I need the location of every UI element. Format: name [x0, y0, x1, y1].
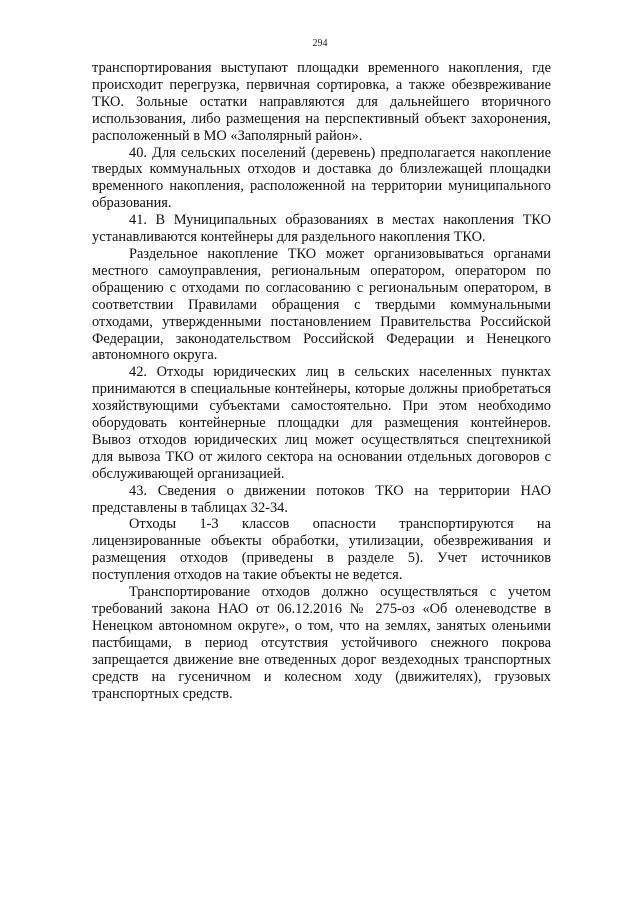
paragraph-item-42: 42. Отходы юридических лиц в сельских населенных пунктах принимаются в специальные контейнеры, которые должны приобретаться хозяйствующими субъектами самостоятельно. При этом необходимо оборудовать контейнерные площадки для размещения контейнеров. Вывоз отходов юридических лиц может осуществляться спецтехникой для вывоза ТКО от жилого сектора на основании отдельных договоров с обслуживающей организацией.: [92, 364, 551, 482]
paragraph-item-41: 41. В Муниципальных образованиях в местах накопления ТКО устанавливаются контейнеры для раздельного накопления ТКО.: [92, 212, 551, 246]
page-number: 294: [312, 38, 328, 49]
paragraph-continuation: транспортирования выступают площадки временного накопления, где происходит перегрузка, первичная сортировка, а также обезвреживание ТКО. Зольные остатки направляются для дальнейшего вторичного использования, либо размещения на перспективный объект захоронения, расположенный в МО «Заполярный район».: [92, 60, 551, 144]
page-body: [92, 60, 551, 702]
paragraph-hazard-classes: Отходы 1-3 классов опасности транспортируются на лицензированные объекты обработки, утилизации, обезвреживания и размещения отходов (приведены в разделе 5). Учет источников поступления отходов на такие объекты не ведется.: [92, 516, 551, 584]
paragraph-transport-requirements: Транспортирование отходов должно осуществляться с учетом требований закона НАО от 06.12.2016 № 275-оз «Об оленеводстве в Ненецком автономном округе», о том, что на землях, занятых оленьими пастбищами, в период отсутствия устойчивого снежного покрова запрещается движение вне отведенных дорог вездеходных транспортных средств на гусеничном и колесном ходу (движителях), грузовых транспортных средств.: [92, 584, 551, 702]
paragraph-separate-collection: Раздельное накопление ТКО может организовываться органами местного самоуправления, региональным оператором, оператором по обращению с отходами по согласованию с региональным оператором, в соответствии Правилами обращения с твердыми коммунальными отходами, утвержденными постановлением Правительства Российской Федерации, законодательством Российской Федерации и Ненецкого автономного округа.: [92, 245, 551, 364]
paragraph-item-43: 43. Сведения о движении потоков ТКО на территории НАО представлены в таблицах 32-34.: [92, 482, 551, 516]
paragraph-item-40: 40. Для сельских поселений (деревень) предполагается накопление твердых коммунальных отходов и доставка до близлежащей площадки временного накопления, расположенной на территории муниципального образования.: [92, 144, 551, 212]
